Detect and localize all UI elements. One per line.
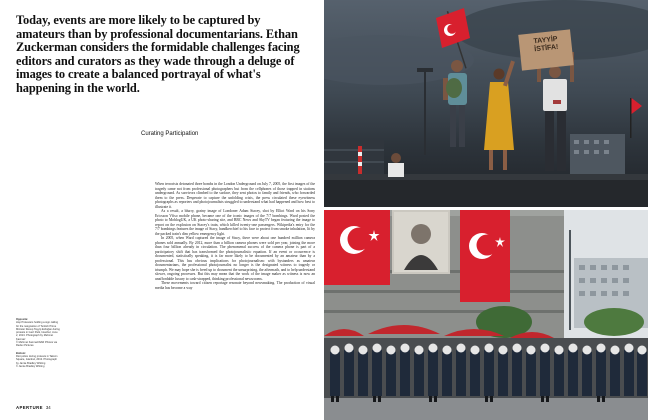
caption-bottom-text: Riot police during protests in Taksim Square, Istanbul, 2013. Photograph by Jamie Bradley Whiting (16, 354, 58, 365)
page-footer (16, 405, 51, 410)
photo-protesters (324, 0, 648, 207)
caption-opposite-heading: Opposite: (16, 318, 29, 321)
photo-captions (16, 318, 60, 372)
photo-riot-police (324, 210, 648, 420)
protest-sign: TAYYİP İSTİFA! (533, 35, 559, 54)
caption-bottom-heading: Bottom: (16, 351, 26, 355)
caption-opposite (16, 318, 60, 348)
body-paragraph: As a result, a blurry, grainy image of Londoner Adam Stacey, shot by Elliot Ward on his Sony Ericsson Vfiso mobile phone, became one of the iconic images of the 7/7 bombings. Ward posted the photo to MoblogUK, a UK photo-sharing site, and BBC News and SkyTV began featuring the image to report on the explosion on Stacey's train, which killed twenty-one passengers. Wikipedia's entry for the 7/7 bombings features the image of Stacy, handkerchief to his face to protect from smoke inhalation, lit by the packed train's dim yellow emergency light. (155, 209, 315, 236)
section-title: Curating Participation (141, 131, 199, 137)
page-number: 34 (45, 405, 51, 410)
caption-bottom (16, 352, 60, 368)
magazine-brand: APERTURE (16, 405, 43, 410)
right-page (324, 0, 648, 420)
body-paragraph: In 2005, when Ward captured the image of Stacy, there were about one hundred million camera phones sold annually. By 2012, more than a billion camera phones were sold per year, joining the more than four billion already in circulation. The phenomenal success of the camera phone is part of a participatory shift that has transformed the photojournalistic equation. If an event or occurrence is documented, statistically speaking, it is far more likely to be documented by an amateur than by a professional. This has obvious implications for photojournalism: with bystanders as amateur documentarians, the professional photojournalist no longer is the designated witness to tragedy or triumph. We may hope she is freed up to document the unsurprising, the aftermath, and to help understand slower, ongoing processes. But this may mean that the work of the image maker as witness is now an unaffordable luxury to cash-strapped, thinking professional newsrooms. (155, 236, 315, 281)
protest-scene-illustration (324, 0, 648, 207)
caption-opposite-text: Hop Protesters holding a sign calling for the resignation of Turkish Prime Minister Recep Tayyip Erdoğan during protests in Gezi Park, Istanbul, June 2, 2013. Photograph by Mehmet Kacmaz (16, 321, 60, 341)
caption-opposite-credit: © Mehmet Kacmaz/NAR Photos via Redux Pictures (16, 341, 58, 348)
body-paragraph: When terrorists detonated three bombs in the London Underground on July 7, 2005, the first images of the tragedy came not from professional photographers but from the cellphones of those trapped in stations underground. As survivors climbed to the surface, they sent photos to family and friends, who forwarded them to the press. Desperate to capture the unfolding crisis, the press circulated these eyewitness photographs as reporters and photojournalists struggled to understand what had happened and how best to illustrate it. (155, 182, 315, 209)
article-headline: Today, events are more likely to be captured by amateurs than by professional documentarians. Ethan Zuckerman considers the formidable challenges facing editors and curators as they wade through a deluge of images to create a balanced portrayal of what's happening in the world. (16, 13, 300, 95)
police-scene-illustration (324, 210, 648, 420)
article-body (155, 182, 315, 394)
caption-bottom-credit: © Jamie Bradley Whiting (16, 364, 45, 368)
body-paragraph: These movements toward citizen reportage resonate beyond newsmaking. The production of visual media has become a way (155, 281, 315, 290)
